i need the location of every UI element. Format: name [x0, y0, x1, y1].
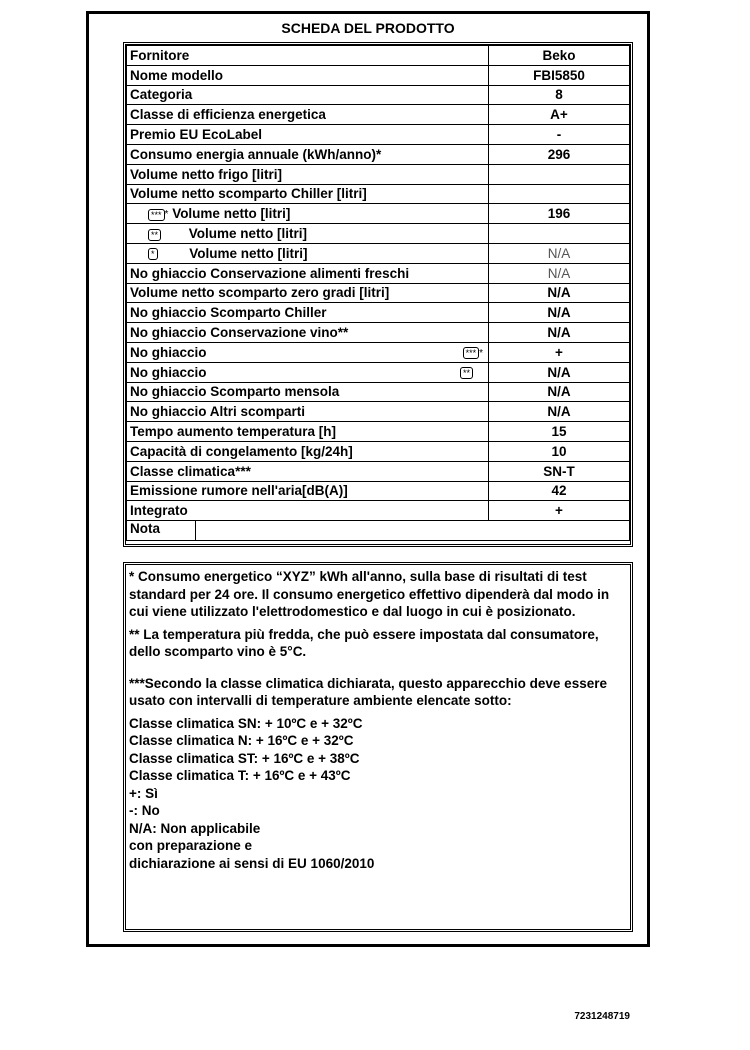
table-row	[127, 382, 630, 402]
two-star-icon: **	[460, 367, 473, 379]
sheet-title: SCHEDA DEL PRODOTTO	[281, 20, 455, 36]
table-row	[127, 501, 630, 521]
table-row	[127, 441, 630, 461]
row-label-cell	[127, 342, 489, 362]
row-label: Integrato	[127, 501, 489, 521]
row-label: Nome modello	[127, 65, 489, 85]
table-row	[127, 125, 630, 145]
table-row	[127, 105, 630, 125]
row-value: 10	[489, 441, 630, 461]
row-value: -	[489, 125, 630, 145]
table-row	[127, 283, 630, 303]
one-star-icon: *	[148, 248, 158, 260]
three-star-icon: ***	[463, 347, 480, 359]
table-row	[127, 65, 630, 85]
row-label: Premio EU EcoLabel	[127, 125, 489, 145]
table-row	[127, 46, 630, 66]
row-label: No ghiaccio Conservazione vino**	[127, 323, 489, 343]
table-row	[127, 204, 630, 224]
row-value: 8	[489, 85, 630, 105]
table-row	[127, 263, 630, 283]
table-row	[127, 521, 630, 541]
row-value: N/A	[489, 283, 630, 303]
row-label-cell	[127, 243, 489, 263]
climate-class-t: Classe climatica T: + 16ºC e + 43ºC	[129, 768, 351, 783]
row-value: N/A	[489, 323, 630, 343]
climate-class-st: Classe climatica ST: + 16ºC e + 38ºC	[129, 750, 360, 766]
row-value: +	[489, 342, 630, 362]
legend-no: -: No	[129, 803, 160, 818]
table-row	[127, 243, 630, 263]
row-value: N/A	[489, 263, 630, 283]
row-label: Tempo aumento temperatura [h]	[127, 422, 489, 442]
footnote-energy: * Consumo energetico “XYZ” kWh all'anno, sulla base di risultati di test standard per 24 ore. Il consumo energetico effettivo dipenderà dal modo in cui viene utilizzato l'elettrodomestico e dal luogo in cui è posizionato.	[129, 569, 610, 619]
table-row	[127, 481, 630, 501]
row-label: Consumo energia annuale (kWh/anno)*	[127, 144, 489, 164]
legend-regulation: dichiarazione ai sensi di EU 1060/2010	[129, 855, 375, 871]
table-row	[127, 144, 630, 164]
row-value: +	[489, 501, 630, 521]
table-row	[127, 323, 630, 343]
row-value	[489, 224, 630, 244]
row-label: Fornitore	[127, 46, 489, 66]
footnote-climate: ***Secondo la classe climatica dichiarata, questo apparecchio deve essere usato con intervalli di temperature ambiente elencate sotto:	[129, 675, 607, 708]
row-value: N/A	[489, 243, 630, 263]
row-value: 296	[489, 144, 630, 164]
table-row	[127, 342, 630, 362]
legend-na: N/A: Non applicabile	[129, 820, 261, 836]
row-value: FBI5850	[489, 65, 630, 85]
row-label: Volume netto [litri]	[189, 245, 308, 261]
table-row	[127, 224, 630, 244]
row-value: SN-T	[489, 461, 630, 481]
row-label-cell	[127, 204, 489, 224]
row-label-cell	[127, 224, 489, 244]
row-label: No ghiaccio	[130, 344, 207, 360]
star-icon: *	[164, 209, 169, 221]
row-label: Categoria	[127, 85, 489, 105]
note-value	[196, 521, 629, 540]
table-row	[127, 461, 630, 481]
row-label: No ghiaccio Scomparto Chiller	[127, 303, 489, 323]
row-value	[489, 184, 630, 204]
row-label: Volume netto scomparto Chiller [litri]	[127, 184, 489, 204]
three-star-icon: ***	[148, 209, 165, 221]
row-label: No ghiaccio Conservazione alimenti freschi	[127, 263, 489, 283]
row-value: N/A	[489, 402, 630, 422]
row-label-cell	[127, 362, 489, 382]
row-label: Volume netto [litri]	[188, 226, 308, 242]
row-label: Nota	[127, 521, 196, 540]
row-label: Volume netto scomparto zero gradi [litri]	[127, 283, 489, 303]
row-label: No ghiaccio Altri scomparti	[127, 402, 489, 422]
footnote-wine: ** La temperatura più fredda, che può essere impostata dal consumatore, dello scomparto vino è 5°C.	[129, 626, 599, 659]
row-value: 196	[489, 204, 630, 224]
spec-table-box	[123, 42, 633, 547]
row-value: Beko	[489, 46, 630, 66]
row-label: Classe climatica***	[127, 461, 489, 481]
footnotes-box	[123, 562, 633, 932]
row-value: 42	[489, 481, 630, 501]
two-star-icon: **	[148, 229, 161, 241]
table-row	[127, 303, 630, 323]
spec-table	[126, 45, 630, 541]
row-label: Capacità di congelamento [kg/24h]	[127, 441, 489, 461]
row-value: 15	[489, 422, 630, 442]
table-row	[127, 422, 630, 442]
row-label: No ghiaccio Scomparto mensola	[127, 382, 489, 402]
row-value: N/A	[489, 362, 630, 382]
row-value	[489, 164, 630, 184]
legend-prep: con preparazione e	[129, 838, 253, 853]
table-row	[127, 164, 630, 184]
row-label: Emissione rumore nell'aria[dB(A)]	[127, 481, 489, 501]
table-row	[127, 85, 630, 105]
document-code: 7231248719	[574, 1011, 630, 1022]
row-label: Volume netto frigo [litri]	[127, 164, 489, 184]
table-row	[127, 184, 630, 204]
row-value: A+	[489, 105, 630, 125]
row-value: N/A	[489, 303, 630, 323]
row-label: No ghiaccio	[130, 364, 207, 380]
row-value: N/A	[489, 382, 630, 402]
note-row-cell	[127, 521, 630, 541]
climate-class-n: Classe climatica N: + 16ºC e + 32ºC	[129, 733, 354, 748]
star-icon: *	[479, 347, 483, 359]
row-label: Volume netto [litri]	[172, 206, 291, 222]
product-sheet-frame	[86, 11, 650, 947]
table-row	[127, 402, 630, 422]
row-label: Classe di efficienza energetica	[127, 105, 489, 125]
climate-class-sn: Classe climatica SN: + 10ºC e + 32ºC	[129, 715, 363, 731]
legend-yes: +: Sì	[129, 785, 158, 801]
table-row	[127, 362, 630, 382]
